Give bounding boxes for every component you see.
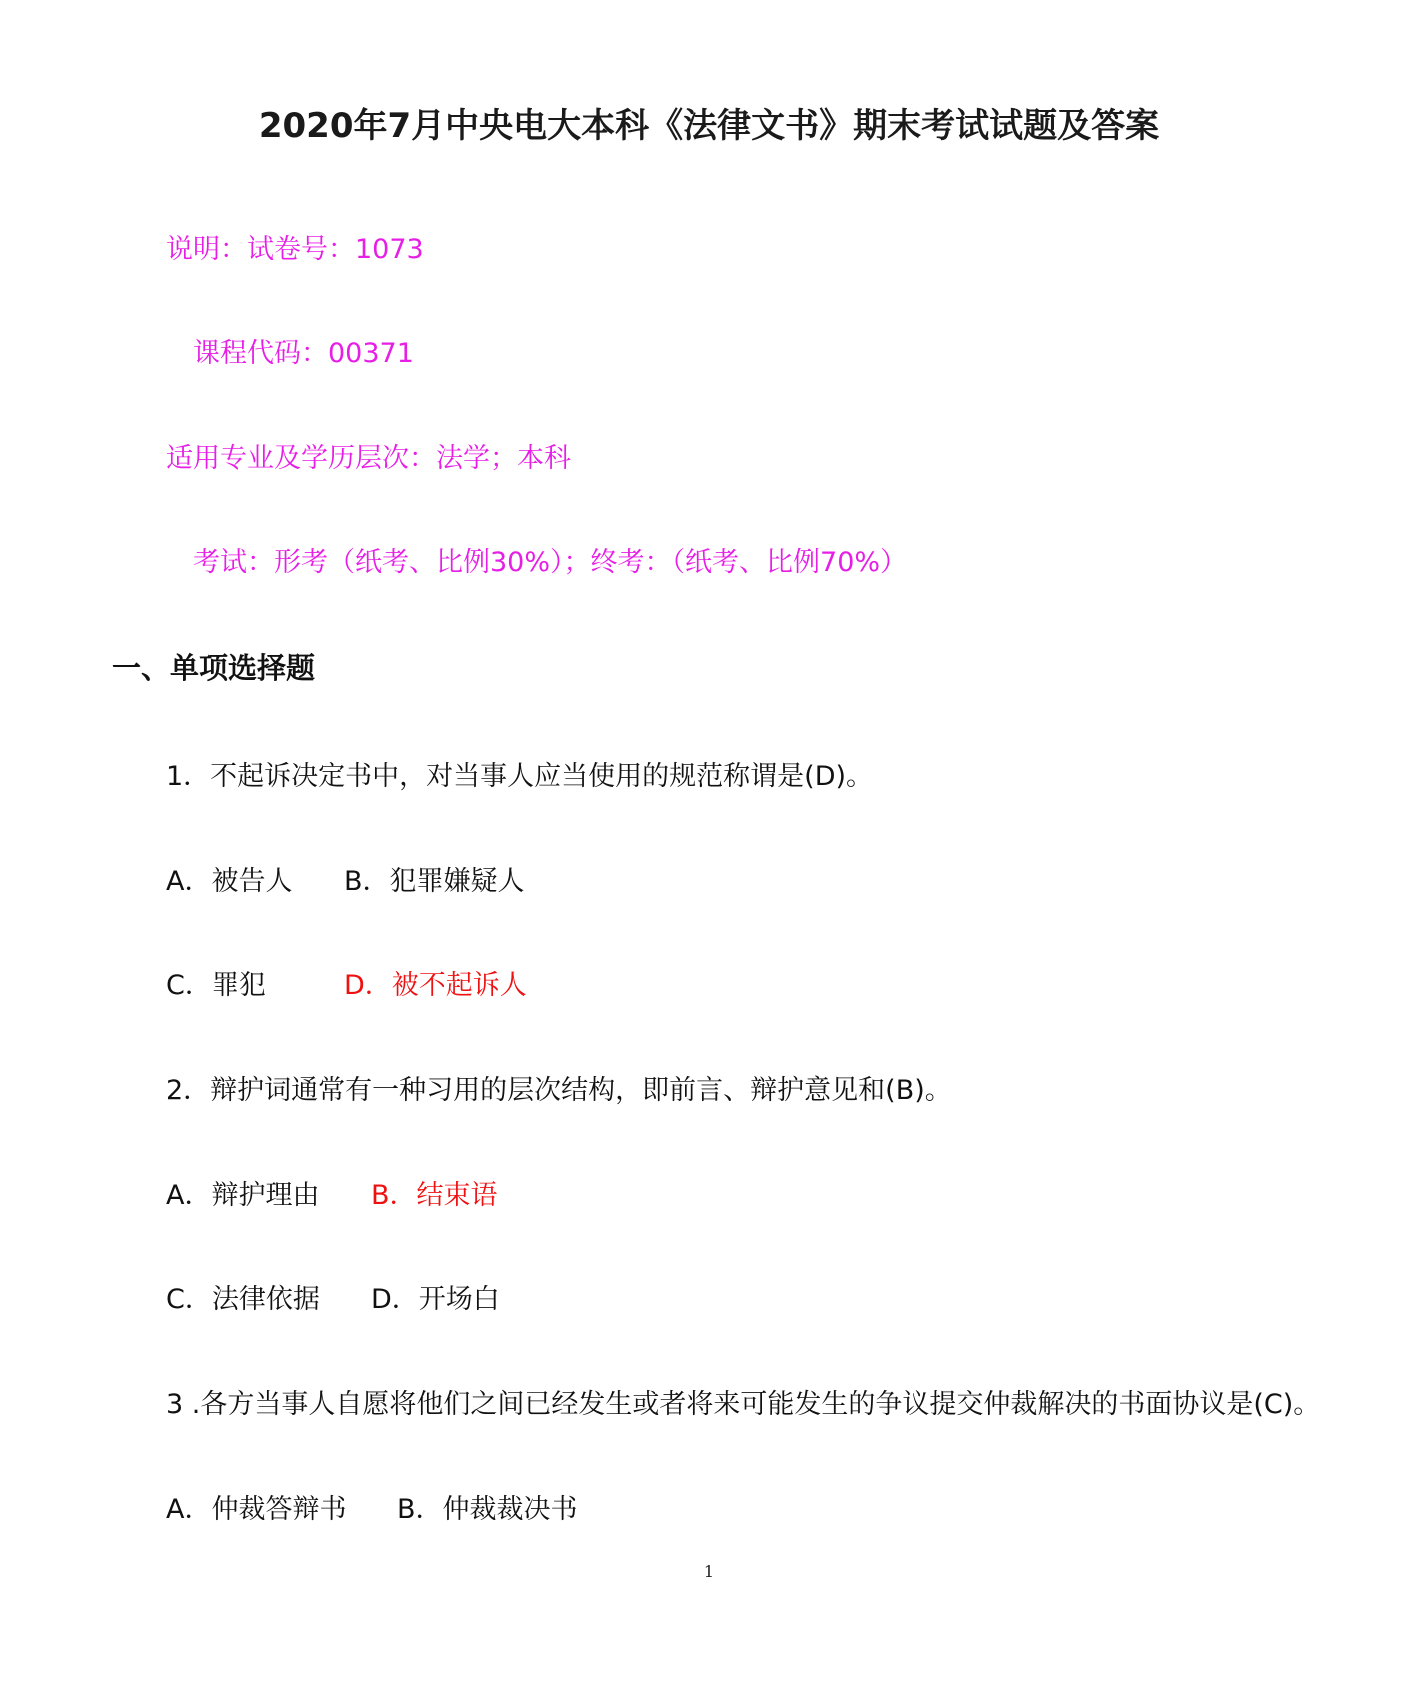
question-2-option-b-answer: B．结束语 [371, 1180, 498, 1211]
question-1-option-d-answer: D．被不起诉人 [344, 970, 527, 1001]
question-3-stem: 3 .各方当事人自愿将他们之间已经发生或者将来可能发生的争议提交仲裁解决的书面协议是(C)。 [166, 1389, 1321, 1420]
question-3-option-a: A．仲裁答辩书 [166, 1494, 347, 1525]
exam-info: 考试：形考（纸考、比例30%）；终考：（纸考、比例70%） [193, 547, 908, 578]
question-1-option-a: A．被告人 [166, 866, 293, 897]
question-2-option-d: D．开场白 [371, 1284, 500, 1315]
question-2-stem: 2．辩护词通常有一种习用的层次结构，即前言、辩护意见和(B)。 [166, 1075, 952, 1106]
page-title: 2020年7月中央电大本科《法律文书》期末考试试题及答案 [258, 106, 1160, 146]
section-heading: 一、单项选择题 [112, 651, 316, 685]
question-1-option-c: C．罪犯 [166, 970, 266, 1001]
question-1-stem: 1．不起诉决定书中，对当事人应当使用的规范称谓是(D)。 [166, 761, 874, 792]
question-1-option-b: B．犯罪嫌疑人 [344, 866, 525, 897]
course-code: 课程代码：00371 [193, 338, 414, 369]
page-number: 1 [703, 1562, 715, 1581]
question-3-option-b: B．仲裁裁决书 [397, 1494, 578, 1525]
question-2-option-a: A．辩护理由 [166, 1180, 320, 1211]
question-2-option-c: C．法律依据 [166, 1284, 320, 1315]
paper-number: 说明：试卷号：1073 [166, 234, 424, 265]
applicable-major: 适用专业及学历层次：法学；本科 [166, 443, 571, 474]
